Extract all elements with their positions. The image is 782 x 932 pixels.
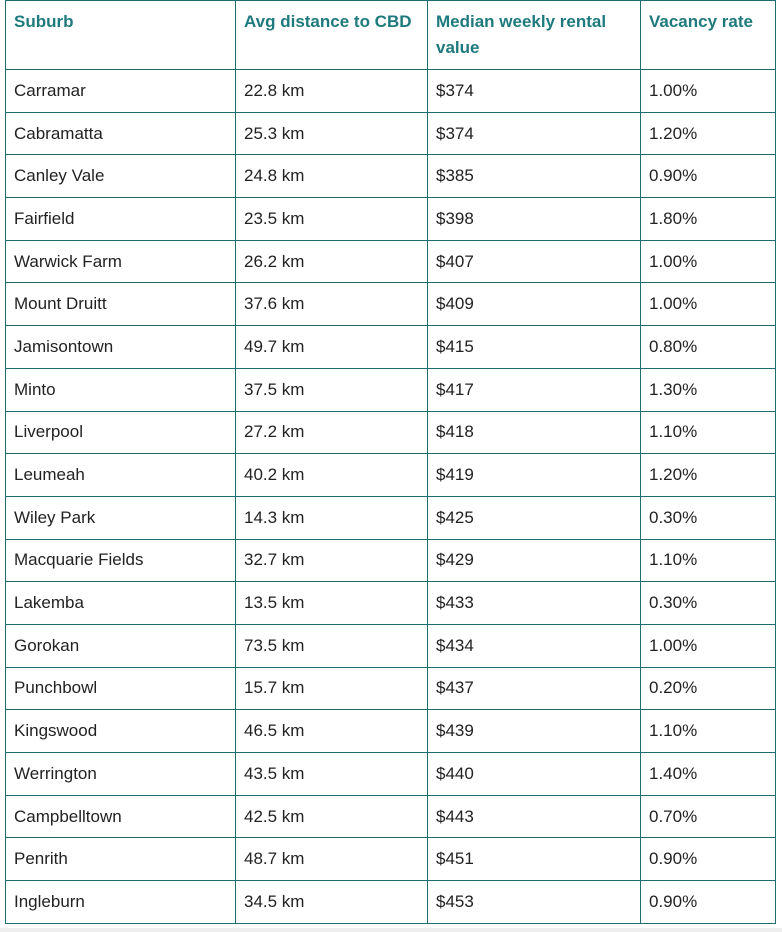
- cell-vacancy: 1.10%: [641, 411, 776, 454]
- cell-vacancy: 1.00%: [641, 240, 776, 283]
- table-row: [6, 283, 776, 326]
- cell-vacancy: 0.90%: [641, 155, 776, 198]
- cell-vacancy: 0.70%: [641, 795, 776, 838]
- table-row: [6, 624, 776, 667]
- cell-suburb: Gorokan: [6, 624, 236, 667]
- cell-vacancy: 0.30%: [641, 582, 776, 625]
- table-row: [6, 539, 776, 582]
- cell-distance: 46.5 km: [236, 710, 428, 753]
- cell-rental: $425: [428, 496, 641, 539]
- cell-vacancy: 0.90%: [641, 881, 776, 924]
- cell-rental: $418: [428, 411, 641, 454]
- cell-distance: 48.7 km: [236, 838, 428, 881]
- cell-suburb: Penrith: [6, 838, 236, 881]
- cell-vacancy: 1.20%: [641, 112, 776, 155]
- cell-distance: 22.8 km: [236, 70, 428, 113]
- cell-distance: 32.7 km: [236, 539, 428, 582]
- cell-suburb: Canley Vale: [6, 155, 236, 198]
- table-row: [6, 753, 776, 796]
- cell-suburb: Kingswood: [6, 710, 236, 753]
- cell-vacancy: 1.00%: [641, 283, 776, 326]
- table-row: [6, 838, 776, 881]
- cell-vacancy: 1.10%: [641, 710, 776, 753]
- cell-distance: 34.5 km: [236, 881, 428, 924]
- cell-rental: $409: [428, 283, 641, 326]
- cell-rental: $440: [428, 753, 641, 796]
- cell-suburb: Fairfield: [6, 198, 236, 241]
- cell-suburb: Jamisontown: [6, 326, 236, 369]
- table-row: [6, 70, 776, 113]
- cell-rental: $451: [428, 838, 641, 881]
- cell-rental: $419: [428, 454, 641, 497]
- cell-vacancy: 1.00%: [641, 70, 776, 113]
- cell-rental: $415: [428, 326, 641, 369]
- cell-suburb: Punchbowl: [6, 667, 236, 710]
- table-row: [6, 155, 776, 198]
- table-row: [6, 112, 776, 155]
- cell-distance: 37.5 km: [236, 368, 428, 411]
- cell-vacancy: 1.00%: [641, 624, 776, 667]
- cell-vacancy: 1.10%: [641, 539, 776, 582]
- cell-suburb: Werrington: [6, 753, 236, 796]
- table-row: [6, 667, 776, 710]
- cell-suburb: Carramar: [6, 70, 236, 113]
- cell-vacancy: 1.20%: [641, 454, 776, 497]
- cell-rental: $434: [428, 624, 641, 667]
- cell-distance: 37.6 km: [236, 283, 428, 326]
- cell-suburb: Ingleburn: [6, 881, 236, 924]
- table-row: [6, 326, 776, 369]
- cell-rental: $407: [428, 240, 641, 283]
- cell-distance: 14.3 km: [236, 496, 428, 539]
- cell-vacancy: 0.20%: [641, 667, 776, 710]
- cell-vacancy: 1.30%: [641, 368, 776, 411]
- cell-rental: $374: [428, 112, 641, 155]
- cell-suburb: Macquarie Fields: [6, 539, 236, 582]
- cell-suburb: Liverpool: [6, 411, 236, 454]
- cell-suburb: Wiley Park: [6, 496, 236, 539]
- table-row: [6, 411, 776, 454]
- cell-distance: 25.3 km: [236, 112, 428, 155]
- cell-vacancy: 0.90%: [641, 838, 776, 881]
- table-row: [6, 496, 776, 539]
- cell-suburb: Minto: [6, 368, 236, 411]
- cell-distance: 49.7 km: [236, 326, 428, 369]
- cell-distance: 43.5 km: [236, 753, 428, 796]
- table-header: [6, 1, 776, 70]
- cell-rental: $374: [428, 70, 641, 113]
- cell-rental: $453: [428, 881, 641, 924]
- cell-rental: $433: [428, 582, 641, 625]
- header-row: [6, 1, 776, 70]
- cell-rental: $398: [428, 198, 641, 241]
- cell-rental: $417: [428, 368, 641, 411]
- cell-suburb: Cabramatta: [6, 112, 236, 155]
- table-body: [6, 70, 776, 924]
- cell-suburb: Lakemba: [6, 582, 236, 625]
- table-row: [6, 710, 776, 753]
- rental-table: [5, 0, 776, 924]
- cell-suburb: Leumeah: [6, 454, 236, 497]
- cell-distance: 26.2 km: [236, 240, 428, 283]
- cell-vacancy: 0.80%: [641, 326, 776, 369]
- table-row: [6, 454, 776, 497]
- cell-distance: 24.8 km: [236, 155, 428, 198]
- cell-distance: 15.7 km: [236, 667, 428, 710]
- cell-rental: $439: [428, 710, 641, 753]
- cell-rental: $437: [428, 667, 641, 710]
- cell-rental: $443: [428, 795, 641, 838]
- table-row: [6, 881, 776, 924]
- cell-distance: 23.5 km: [236, 198, 428, 241]
- cell-vacancy: 0.30%: [641, 496, 776, 539]
- table-row: [6, 582, 776, 625]
- cell-vacancy: 1.80%: [641, 198, 776, 241]
- cell-distance: 27.2 km: [236, 411, 428, 454]
- cell-distance: 13.5 km: [236, 582, 428, 625]
- rental-table-container: [5, 0, 775, 924]
- page-bottom-divider: [0, 928, 782, 932]
- cell-distance: 40.2 km: [236, 454, 428, 497]
- cell-rental: $385: [428, 155, 641, 198]
- header-vacancy: Vacancy rate: [641, 1, 776, 70]
- table-row: [6, 240, 776, 283]
- cell-rental: $429: [428, 539, 641, 582]
- header-rental: Median weekly rental value: [428, 1, 641, 70]
- table-row: [6, 368, 776, 411]
- cell-suburb: Mount Druitt: [6, 283, 236, 326]
- cell-suburb: Warwick Farm: [6, 240, 236, 283]
- cell-vacancy: 1.40%: [641, 753, 776, 796]
- table-row: [6, 795, 776, 838]
- header-suburb: Suburb: [6, 1, 236, 70]
- header-distance: Avg distance to CBD: [236, 1, 428, 70]
- table-row: [6, 198, 776, 241]
- cell-distance: 73.5 km: [236, 624, 428, 667]
- cell-distance: 42.5 km: [236, 795, 428, 838]
- cell-suburb: Campbelltown: [6, 795, 236, 838]
